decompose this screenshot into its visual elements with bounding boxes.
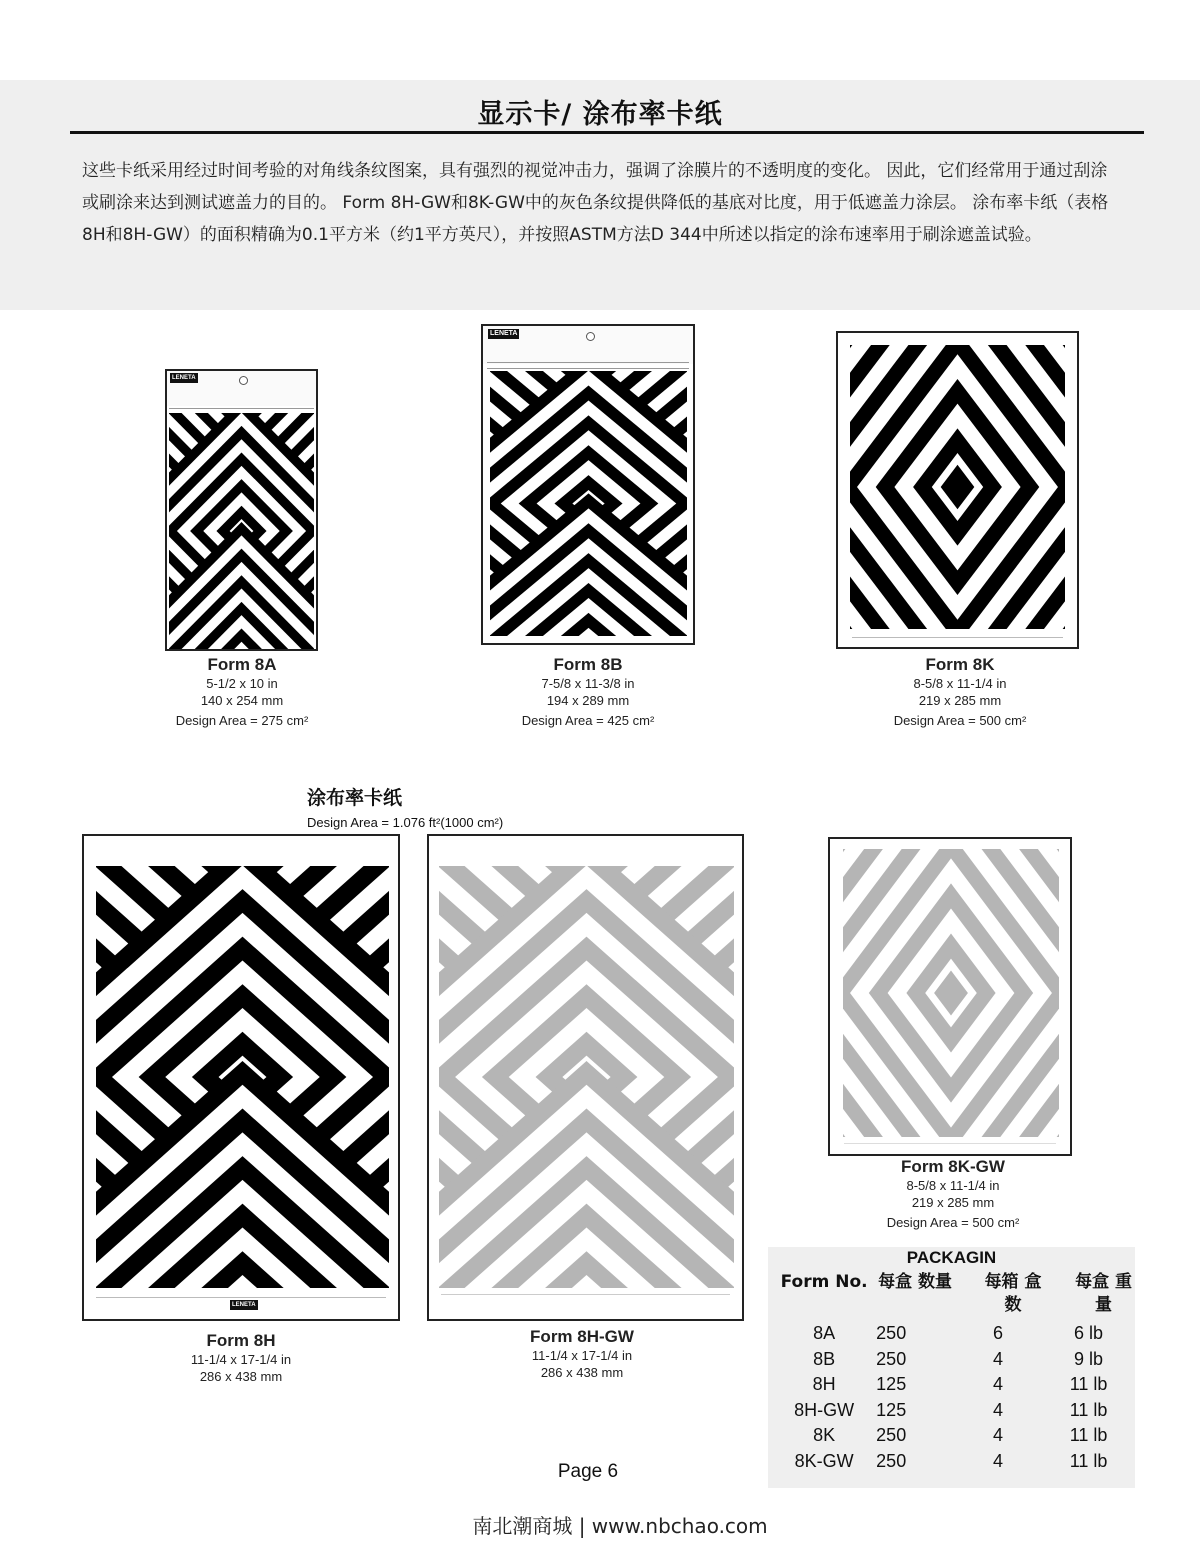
form-name: Form 8A	[207, 655, 277, 674]
hanging-hole	[586, 332, 595, 341]
leneta-logo: LENETA	[232, 1302, 256, 1308]
form-size-in: 7-5/8 x 11-3/8 in	[541, 676, 635, 691]
form-size-in: 8-5/8 x 11-1/4 in	[913, 676, 1007, 691]
cell-qty: 250	[876, 1425, 907, 1445]
page-number: Page 6	[557, 1461, 619, 1482]
form-design-area: Design Area = 500 cm²	[886, 1215, 1020, 1230]
packaging-panel	[768, 1247, 1135, 1488]
cell-qty: 250	[876, 1450, 907, 1471]
form-size-mm: 286 x 438 mm	[540, 1365, 624, 1380]
intro-paragraph: 这些卡纸采用经过时间考验的对角线条纹图案，具有强烈的视觉冲击力，强调了涂膜片的不透明度的变化。 因此，它们经常用于通过刮涂或刷涂来达到测试遮盖力的目的。 Form 8H-GW和8K-GW中的灰色条纹提供降低的基底对比度，用于低遮盖力涂层。 涂布率卡纸（表格8H和8H-GW）的面积精确为0.1平方米（约1平方英尺），并按照ASTM方法D 344中所述以指定的涂布速率用于刷涂遮盖试验。	[82, 161, 1109, 245]
cell-weight: 6 lb	[1074, 1323, 1104, 1343]
cell-form: 8A	[813, 1323, 836, 1343]
cell-form: 8B	[813, 1348, 836, 1369]
packaging-title: PACKAGIN	[906, 1248, 997, 1267]
cell-boxes: 4	[993, 1348, 1004, 1369]
form-size-mm: 219 x 285 mm	[911, 1195, 995, 1210]
card-print-line	[844, 1143, 1056, 1144]
cell-form: 8H	[812, 1374, 836, 1394]
card-print-line	[852, 637, 1063, 638]
title-divider	[70, 131, 1144, 134]
form-8h-gw-card	[427, 834, 744, 1321]
table-row	[780, 1423, 1135, 1449]
leneta-logo: LENETA	[172, 375, 196, 381]
form-8b-card	[481, 324, 695, 645]
form-8a-pattern	[169, 413, 314, 649]
page-title: 显示卡/ 涂布率卡纸	[477, 99, 723, 130]
card-print-line	[441, 1294, 730, 1295]
cell-weight: 11 lb	[1069, 1450, 1108, 1471]
form-name: Form 8B	[553, 655, 623, 674]
cell-qty: 125	[876, 1399, 907, 1420]
cell-weight: 11 lb	[1069, 1374, 1108, 1394]
footer-site: 南北潮商城 | www.nbchao.com	[472, 1514, 768, 1538]
form-8h-card	[82, 834, 400, 1321]
card-print-line	[169, 408, 314, 409]
hanging-hole	[239, 376, 248, 385]
form-8k-gw-caption	[855, 1157, 1051, 1230]
form-name: Form 8K-GW	[901, 1157, 1005, 1176]
header-weight-per-box: 每盒 重量	[1075, 1272, 1132, 1315]
form-8k-gw-pattern	[843, 849, 1059, 1137]
form-size-in: 5-1/2 x 10 in	[206, 676, 278, 691]
form-8k-caption	[862, 655, 1058, 728]
table-row	[780, 1347, 1135, 1373]
cell-weight: 11 lb	[1069, 1425, 1108, 1445]
form-name: Form 8H-GW	[530, 1327, 634, 1346]
spreading-rate-title: 涂布率卡纸	[307, 787, 403, 809]
packaging-table	[780, 1271, 1135, 1474]
cell-qty: 250	[876, 1348, 907, 1369]
form-design-area: Design Area = 275 cm²	[175, 713, 309, 728]
cell-weight: 11 lb	[1069, 1399, 1108, 1420]
form-8k-pattern	[850, 345, 1065, 629]
form-8h-gw-pattern	[439, 866, 734, 1288]
table-row	[780, 1321, 1135, 1347]
header-qty-per-box: 每盒 数量	[878, 1272, 953, 1292]
card-print-line	[487, 362, 689, 363]
header-form-no: Form No.	[780, 1272, 868, 1292]
table-row	[780, 1372, 1135, 1398]
form-design-area: Design Area = 425 cm²	[521, 713, 655, 728]
cell-boxes: 4	[993, 1450, 1004, 1471]
leneta-logo: LENETA	[490, 330, 518, 337]
cell-boxes: 4	[993, 1399, 1004, 1420]
form-size-mm: 140 x 254 mm	[200, 693, 284, 708]
form-size-in: 11-1/4 x 17-1/4 in	[190, 1352, 292, 1367]
form-size-mm: 219 x 285 mm	[918, 693, 1002, 708]
form-size-in: 11-1/4 x 17-1/4 in	[531, 1348, 633, 1363]
cell-qty: 250	[876, 1323, 907, 1343]
cell-form: 8H-GW	[794, 1399, 855, 1420]
cell-qty: 125	[876, 1374, 907, 1394]
card-print-line	[487, 368, 689, 369]
form-8b-pattern	[490, 371, 687, 636]
cell-form: 8K-GW	[794, 1450, 854, 1471]
header-boxes-per-case: 每箱 盒数	[984, 1272, 1042, 1315]
form-8h-gw-caption	[487, 1327, 677, 1381]
form-8h-caption	[146, 1331, 336, 1385]
form-8k-card	[836, 331, 1079, 649]
spreading-rate-area: Design Area = 1.076 ft²(1000 cm²)	[307, 815, 504, 830]
cell-form: 8K	[813, 1425, 836, 1445]
cell-boxes: 4	[993, 1374, 1004, 1394]
form-name: Form 8K	[925, 655, 995, 674]
form-size-in: 8-5/8 x 11-1/4 in	[906, 1178, 1000, 1193]
form-8a-caption	[147, 655, 337, 728]
cell-boxes: 6	[993, 1323, 1004, 1343]
form-8a-card	[165, 369, 318, 651]
form-8b-caption	[493, 655, 683, 728]
form-size-mm: 286 x 438 mm	[199, 1369, 283, 1384]
cell-boxes: 4	[993, 1425, 1004, 1445]
card-print-line	[96, 1297, 386, 1298]
cell-weight: 9 lb	[1074, 1348, 1104, 1369]
form-8h-pattern	[96, 866, 389, 1288]
table-row	[780, 1398, 1135, 1424]
form-8k-gw-card	[828, 837, 1072, 1156]
form-design-area: Design Area = 500 cm²	[893, 713, 1027, 728]
form-name: Form 8H	[206, 1331, 276, 1350]
form-size-mm: 194 x 289 mm	[546, 693, 630, 708]
packaging-header-row	[780, 1271, 1135, 1321]
